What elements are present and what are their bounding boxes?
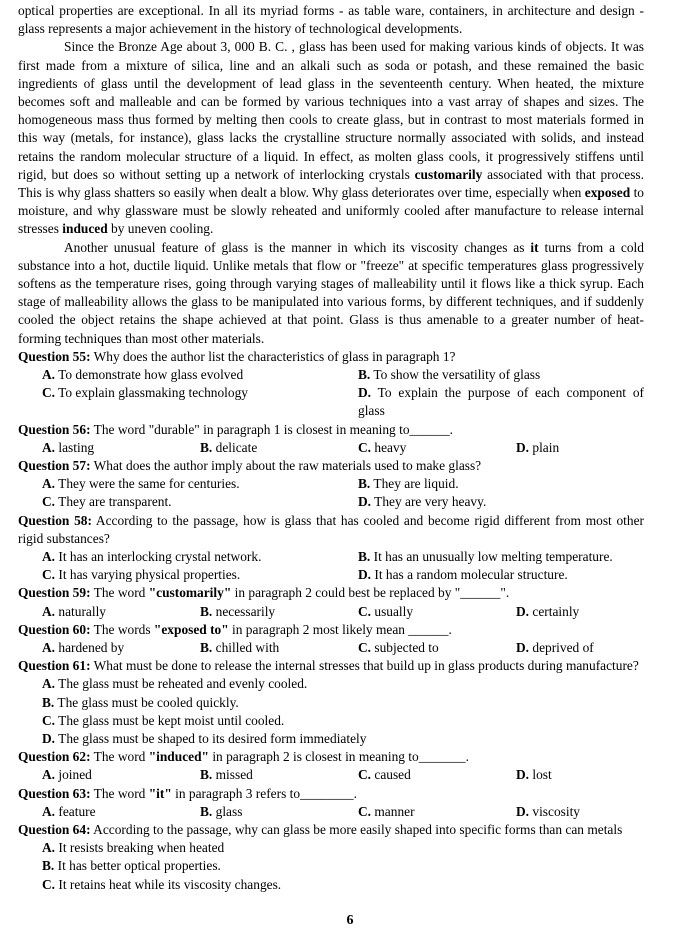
question-55: Question 55: Why does the author list the characteristics of glass in paragraph 1? A. To demonstrate how glass evolved B. To show the versatility of glass C. To explain glassmaking technology D. To explain the purpose of each component of glass xyxy=(18,348,644,421)
question-63: Question 63: The word "it" in paragraph 3 refers to________. A. feature B. glass C. manner D. viscosity xyxy=(18,785,644,821)
option: C. manner xyxy=(358,803,415,819)
question-60: Question 60: The words "exposed to" in paragraph 2 most likely mean ______. A. hardened by B. chilled with C. subjected to D. deprived of xyxy=(18,621,644,657)
option: C. caused xyxy=(358,767,411,783)
question-64: Question 64: According to the passage, why can glass be more easily shaped into specific forms than can metals A. It resists breaking when heated B. It has better optical properties. C. It retains heat while its viscosity changes. xyxy=(18,821,644,894)
option: B. The glass must be cooled quickly. xyxy=(42,694,239,710)
option: B. They are liquid. xyxy=(358,476,459,492)
option: D. lost xyxy=(516,767,552,783)
option: A. To demonstrate how glass evolved xyxy=(42,367,244,383)
option: D. deprived of xyxy=(516,640,594,655)
question-62: Question 62: The word "induced" in paragraph 2 is closest in meaning to_______. A. joined B. missed C. caused D. lost xyxy=(18,748,644,784)
option: D. plain xyxy=(516,439,560,455)
option: A. It resists breaking when heated xyxy=(42,840,225,856)
option: A. feature xyxy=(42,803,96,819)
option: C. It has varying physical properties. xyxy=(42,567,241,583)
option: B. glass xyxy=(200,803,243,819)
option: C. The glass must be kept moist until cooled. xyxy=(42,712,285,728)
passage-paragraph-2: Since the Bronze Age about 3, 000 B. C. , glass has been used for making various kinds of objects. It was first made from a mixture of silica, line and an alkali such as soda or potash, and these remained the basic ingredients of glass until the development of lead glass in the seventeenth century. When heated, the mixture becomes soft and malleable and can be formed by various techniques into a vast array of shapes and sizes. The homogeneous mass thus formed by melting then cools to create glass, but in contrast to most materials formed in this way (metals, for instance), glass lacks the crystalline structure normally associated with solids, and instead retains the random molecular structure of a liquid. In effect, as molten glass cools, it progressively stiffens until rigid, but does so without setting up a network of interlocking crystals customarily associated with that process. This is why glass shatters so easily when dealt a blow. Why glass deteriorates over time, especially when exposed to moisture, and why glassware must be slowly reheated and uniformly cooled after manufacture to release internal stresses induced by uneven cooling. xyxy=(18,39,644,237)
option: D. They are very heavy. xyxy=(358,494,487,510)
option: D. certainly xyxy=(516,603,580,619)
option: A. The glass must be reheated and evenly cooled. xyxy=(42,676,308,692)
option: D. It has a random molecular structure. xyxy=(358,567,568,583)
option: A. joined xyxy=(42,767,92,783)
page-number: 6 xyxy=(346,913,354,928)
option: B. chilled with xyxy=(200,640,280,655)
question-58: Question 58: According to the passage, how is glass that has cooled and become rigid different from most other rigid substances? A. It has an interlocking crystal network. B. It has an unusually low melting temperature. C. It has varying physical properties. D. It has a random molecular structure. xyxy=(18,512,644,585)
option: B. delicate xyxy=(200,439,258,455)
passage-paragraph-1-tail: optical properties are exceptional. In all its myriad forms - as table ware, containers, in architecture and design - glass represents a major achievement in the history of technological developments. xyxy=(18,3,644,37)
option: A. naturally xyxy=(42,603,106,619)
option: C. To explain glassmaking technology xyxy=(42,385,248,401)
question-57: Question 57: What does the author imply about the raw materials used to make glass? A. They were the same for centuries. B. They are liquid. C. They are transparent. D. They are very heavy. xyxy=(18,457,644,512)
option: A. They were the same for centuries. xyxy=(42,476,240,492)
option: D. The glass must be shaped to its desired form immediately xyxy=(42,731,367,746)
option: D. To explain the purpose of each component of glass xyxy=(358,385,645,419)
option: A. hardened by xyxy=(42,640,125,655)
passage-paragraph-3: Another unusual feature of glass is the manner in which its viscosity changes as it turns from a cold substance into a hot, ductile liquid. Unlike metals that flow or "freeze" at specific temperatures glass progressively softens as the temperature rises, going through varying stages of malleability until it flows like a thick syrup. Each stage of malleability allows the glass to be manipulated into various forms, by different techniques, and if suddenly cooled the object retains the shape achieved at that point. Glass is thus amenable to a greater number of heat-forming techniques than most other materials. xyxy=(18,239,644,346)
option: C. heavy xyxy=(358,439,407,455)
option: C. They are transparent. xyxy=(42,494,172,510)
option: D. viscosity xyxy=(516,803,581,819)
option: B. To show the versatility of glass xyxy=(358,367,541,383)
question-59: Question 59: The word "customarily" in paragraph 2 could best be replaced by "______". A. naturally B. necessarily C. usually D. certainly xyxy=(18,584,644,620)
option: B. It has an unusually low melting temperature. xyxy=(358,549,613,565)
option: A. lasting xyxy=(42,439,95,455)
question-56: Question 56: The word "durable" in paragraph 1 is closest in meaning to______. A. lasting B. delicate C. heavy D. plain xyxy=(18,421,644,457)
question-61: Question 61: What must be done to release the internal stresses that build up in glass products during manufacture? A. The glass must be reheated and evenly cooled. B. The glass must be cooled quickly. C. The glass must be kept moist until cooled. D. The glass must be shaped to its desired form immediately xyxy=(18,657,644,748)
document-page xyxy=(18,2,644,894)
option: B. It has better optical properties. xyxy=(42,858,221,874)
option: B. missed xyxy=(200,767,253,783)
option: C. It retains heat while its viscosity changes. xyxy=(42,876,282,892)
option: C. subjected to xyxy=(358,640,439,655)
option: A. It has an interlocking crystal network. xyxy=(42,549,262,565)
option: B. necessarily xyxy=(200,603,276,619)
option: C. usually xyxy=(358,603,414,619)
